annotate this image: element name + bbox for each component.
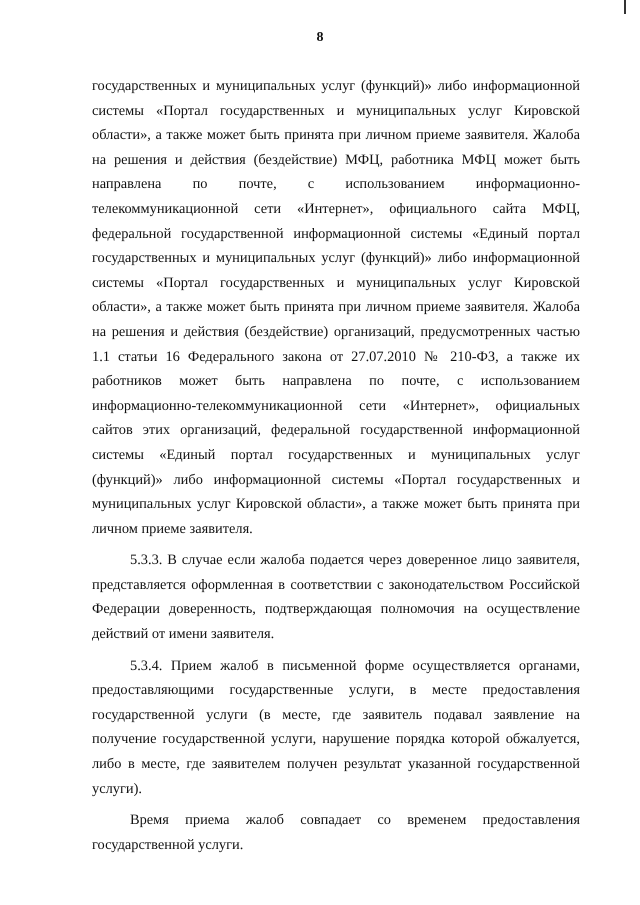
paragraph-5-3-3: 5.3.3. В случае если жалоба подается через доверенное лицо заявителя, представляется оформленная в соответствии с законодательством Российской Федерации доверенность, подтверждающая полномочия на осуществление действий от имени заявителя. [92,552,580,643]
paragraph-continuation: государственных и муниципальных услуг (функций)» либо информационной системы «Портал государственных и муниципальных услуг Кировской области», а также может быть принята при личном приеме заявителя. Жалоба на решения и действия (бездействие) МФЦ, работника МФЦ может быть направлена по почте, с использованием информационно-телекоммуникационной сети «Интернет», официального сайта МФЦ, федеральной государственной информационной системы «Единый портал государственных и муниципальных услуг (функций)» либо информационной системы «Портал государственных и муниципальных услуг Кировской области», а также может быть принята при личном приеме заявителя. Жалоба на решения и действия (бездействие) организаций, предусмотренных частью 1.1 статьи 16 Федерального закона от 27.07.2010 № 210-ФЗ, а также их работников может быть направлена по почте, с использованием информационно-телекоммуникационной сети «Интернет», официальных сайтов этих организаций, федеральной государственной информационной системы «Единый портал государственных и муниципальных услуг (функций)» либо информационной системы «Портал государственных и муниципальных услуг Кировской области», а также может быть принята при личном приеме заявителя. [92,78,580,537]
page-number: 8 [316,30,324,45]
scan-edge-mark [624,0,632,14]
paragraph-5-3-4: 5.3.4. Прием жалоб в письменной форме осуществляется органами, предоставляющими государственные услуги, в месте предоставления государственной услуги (в месте, где заявитель подавал заявление на получение государственной услуги, нарушение порядка которой обжалуется, либо в месте, где заявителем получен результат указанной государственной услуги). [92,657,580,797]
document-body [92,74,580,864]
paragraph-reception-time: Время приема жалоб совпадает со временем предоставления государственной услуги. [92,812,580,853]
